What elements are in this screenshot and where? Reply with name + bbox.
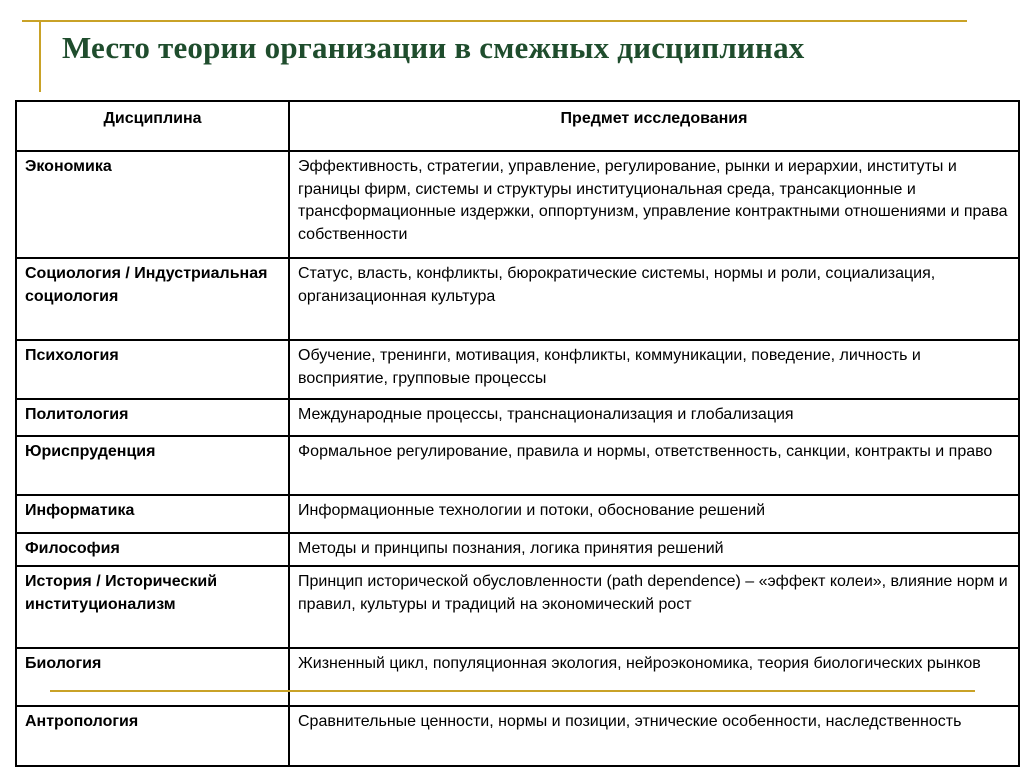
table-row (16, 648, 1019, 706)
table-row (16, 436, 1019, 495)
discipline-cell: Экономика (16, 151, 289, 258)
discipline-cell: Политология (16, 399, 289, 436)
discipline-cell: Социология / Индустриальная социология (16, 258, 289, 340)
subject-cell: Формальное регулирование, правила и нормы, ответственность, санкции, контракты и право (289, 436, 1019, 495)
discipline-cell: Психология (16, 340, 289, 399)
subject-cell: Жизненный цикл, популяционная экология, нейроэкономика, теория биологических рынков (289, 648, 1019, 706)
discipline-cell: Биология (16, 648, 289, 706)
decorative-left-line (39, 20, 41, 92)
header-discipline: Дисциплина (16, 101, 289, 151)
decorative-bottom-line (50, 690, 975, 692)
table-row (16, 340, 1019, 399)
decorative-top-line (22, 20, 967, 22)
discipline-cell: Антропология (16, 706, 289, 766)
discipline-cell: Философия (16, 533, 289, 566)
table-row (16, 495, 1019, 533)
subject-cell: Информационные технологии и потоки, обоснование решений (289, 495, 1019, 533)
subject-cell: Статус, власть, конфликты, бюрократические системы, нормы и роли, социализация, организационная культура (289, 258, 1019, 340)
table-row (16, 706, 1019, 766)
table-row (16, 533, 1019, 566)
discipline-cell: Юриспруденция (16, 436, 289, 495)
subject-cell: Сравнительные ценности, нормы и позиции, этнические особенности, наследственность (289, 706, 1019, 766)
subject-cell: Международные процессы, транснационализация и глобализация (289, 399, 1019, 436)
header-subject: Предмет исследования (289, 101, 1019, 151)
discipline-cell: История / Исторический институционализм (16, 566, 289, 648)
table-row (16, 258, 1019, 340)
slide-title: Место теории организации в смежных дисциплинах (62, 30, 805, 65)
table-header-row (16, 101, 1019, 151)
disciplines-table (15, 100, 1020, 767)
table-row (16, 399, 1019, 436)
subject-cell: Принцип исторической обусловленности (path dependence) – «эффект колеи», влияние норм и правил, культуры и традиций на экономический рост (289, 566, 1019, 648)
subject-cell: Обучение, тренинги, мотивация, конфликты, коммуникации, поведение, личность и восприятие, групповые процессы (289, 340, 1019, 399)
subject-cell: Методы и принципы познания, логика принятия решений (289, 533, 1019, 566)
discipline-cell: Информатика (16, 495, 289, 533)
subject-cell: Эффективность, стратегии, управление, регулирование, рынки и иерархии, институты и границы фирм, системы и структуры институциональная среда, трансакционные и трансформационные издержки, оппортунизм, управление контрактными отношениями и права собственности (289, 151, 1019, 258)
table-row (16, 566, 1019, 648)
table-row (16, 151, 1019, 258)
